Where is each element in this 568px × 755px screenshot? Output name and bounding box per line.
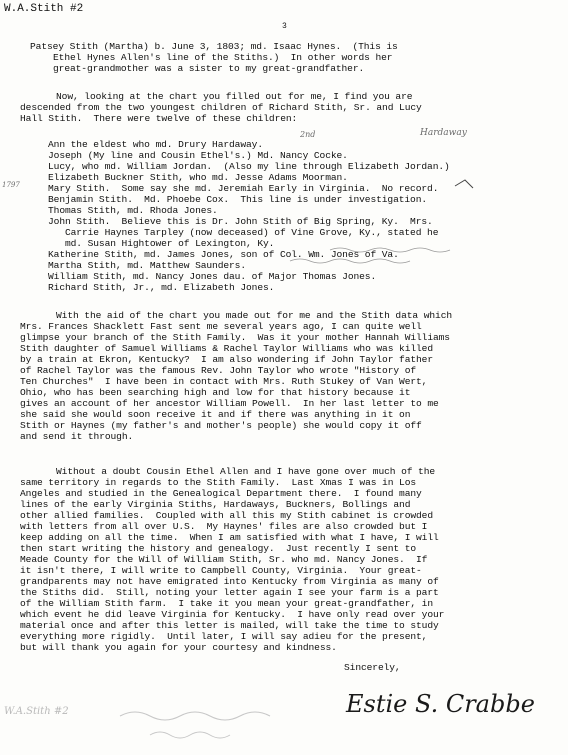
page-number: 3 <box>282 22 287 31</box>
paragraph-line: glimpse your branch of the Stith Family. Was it your mother Hannah Williams <box>20 332 450 343</box>
paragraph-line: same territory in regards to the Stith Family. Last Xmas I was in Los <box>20 477 417 488</box>
closing: Sincerely, <box>344 662 401 673</box>
paragraph-line: Stith daughter of Samuel Williams & Rachel Taylor Williams who was killed <box>20 343 433 354</box>
paragraph-line: Stith or Haynes (my father's and mother's people) she would copy it off <box>20 420 422 431</box>
paragraph-line: the Stiths did. Still, noting your letter again I see your farm is a part <box>20 587 439 598</box>
paragraph-line: other allied families. Coupled with all this my Stith cabinet is crowded <box>20 510 433 521</box>
child-entry: Benjamin Stith. Md. Phoebe Cox. This line is under investigation. <box>48 194 428 205</box>
paragraph-line: with letters from all over U.S. My Haynes' files are also crowded but I <box>20 521 428 532</box>
paragraph-line: it isn't there, I will write to Campbell County, Virginia. Your great- <box>20 565 422 576</box>
child-entry: Joseph (My line and Cousin Ethel's.) Md. Nancy Cocke. <box>48 150 348 161</box>
handwritten-note: 2nd <box>300 130 316 139</box>
paragraph-line: of the William Stith farm. I take it you mean your great-grandfather, in <box>20 598 433 609</box>
page-header-title: W.A.Stith #2 <box>4 3 84 15</box>
paragraph-line: Angeles and studied in the Genealogical Department there. I found many <box>20 488 422 499</box>
paragraph-line: Now, looking at the chart you filled out for me, I find you are <box>56 91 413 102</box>
child-entry: Lucy, who md. William Jordan. (Also my line through Elizabeth Jordan.) <box>48 161 450 172</box>
paragraph-line: lines of the early Virginia Stiths, Hardaways, Buckners, Bollings and <box>20 499 411 510</box>
paragraph-line: Mrs. Frances Shacklett Fast sent me several years ago, I can quite well <box>20 321 422 332</box>
signature: Estie S. Crabbe <box>346 690 535 718</box>
paragraph-line: Without a doubt Cousin Ethel Allen and I have gone over much of the <box>56 466 436 477</box>
paragraph-line: descended from the two youngest children of Richard Stith, Sr. and Lucy <box>20 102 422 113</box>
paragraph-line: keep adding on all the time. When I am satisfied with what I have, I will <box>20 532 439 543</box>
child-entry: John Stith. Believe this is Dr. John Stith of Big Spring, Ky. Mrs. <box>48 216 433 227</box>
paragraph-line: material once and after this letter is mailed, will take the time to study <box>20 620 439 631</box>
child-entry: Mary Stith. Some say she md. Jeremiah Early in Virginia. No record. <box>48 183 439 194</box>
intro-line: Patsey Stith (Martha) b. June 3, 1803; md. Isaac Hynes. (This is <box>30 41 398 52</box>
paragraph-line: With the aid of the chart you made out for me and the Stith data which <box>56 310 453 321</box>
child-entry: William Stith, md. Nancy Jones dau. of Major Thomas Jones. <box>48 271 377 282</box>
child-entry: Elizabeth Buckner Stith, who md. Jesse Adams Moorman. <box>48 172 348 183</box>
paragraph-line: everything more rigidly. Until later, I will say adieu for the present, <box>20 631 428 642</box>
child-entry: Richard Stith, Jr., md. Elizabeth Jones. <box>48 282 275 293</box>
handwritten-note: 1797 <box>2 181 20 189</box>
paragraph-line: she said she would soon receive it and if there was anything in it on <box>20 409 411 420</box>
child-entry: Thomas Stith, md. Rhoda Jones. <box>48 205 218 216</box>
paragraph-line: which event he did leave Virginia for Kentucky. I have only read over your <box>20 609 445 620</box>
paragraph-line: gives an account of her ancestor William Powell. In her last letter to me <box>20 398 439 409</box>
paragraph-line: grandparents may not have emigrated into Kentucky from Virginia as many of <box>20 576 439 587</box>
paragraph-line: Hall Stith. There were twelve of these children: <box>20 113 298 124</box>
child-entry: Ann the eldest who md. Drury Hardaway. <box>48 139 263 150</box>
handwritten-note: Hardaway <box>420 128 467 138</box>
paragraph-line: Ohio, who has been searching high and low for that history because it <box>20 387 411 398</box>
paragraph-line: of Rachel Taylor was the famous Rev. John Taylor who wrote "History of <box>20 365 417 376</box>
child-entry: Martha Stith, md. Matthew Saunders. <box>48 260 247 271</box>
paragraph-line: Ten Churches" I have been in contact with Mrs. Ruth Stukey of Van Wert, <box>20 376 428 387</box>
paragraph-line: Meade County for the Will of William Stith, Sr. who md. Nancy Jones. If <box>20 554 428 565</box>
intro-line: great-grandmother was a sister to my great-grandfather. <box>53 63 365 74</box>
child-entry: Carrie Haynes Tarpley (now deceased) of Vine Grove, Ky., stated he <box>48 227 439 238</box>
paragraph-line: and send it through. <box>20 431 134 442</box>
paragraph-line: then start writing the history and genealogy. Just recently I sent to <box>20 543 417 554</box>
child-entry: Katherine Stith, md. James Jones, son of Col. Wm. Jones of Va. <box>48 249 399 260</box>
handwritten-footer: W.A.Stith #2 <box>4 706 69 717</box>
intro-line: Ethel Hynes Allen's line of the Stiths.) In other words her <box>53 52 393 63</box>
paragraph-line: by a train at Ekron, Kentucky? I am also wondering if John Taylor father <box>20 354 433 365</box>
paragraph-line: but will thank you again for your courtesy and kindness. <box>20 642 337 653</box>
child-entry: md. Susan Hightower of Lexington, Ky. <box>48 238 275 249</box>
